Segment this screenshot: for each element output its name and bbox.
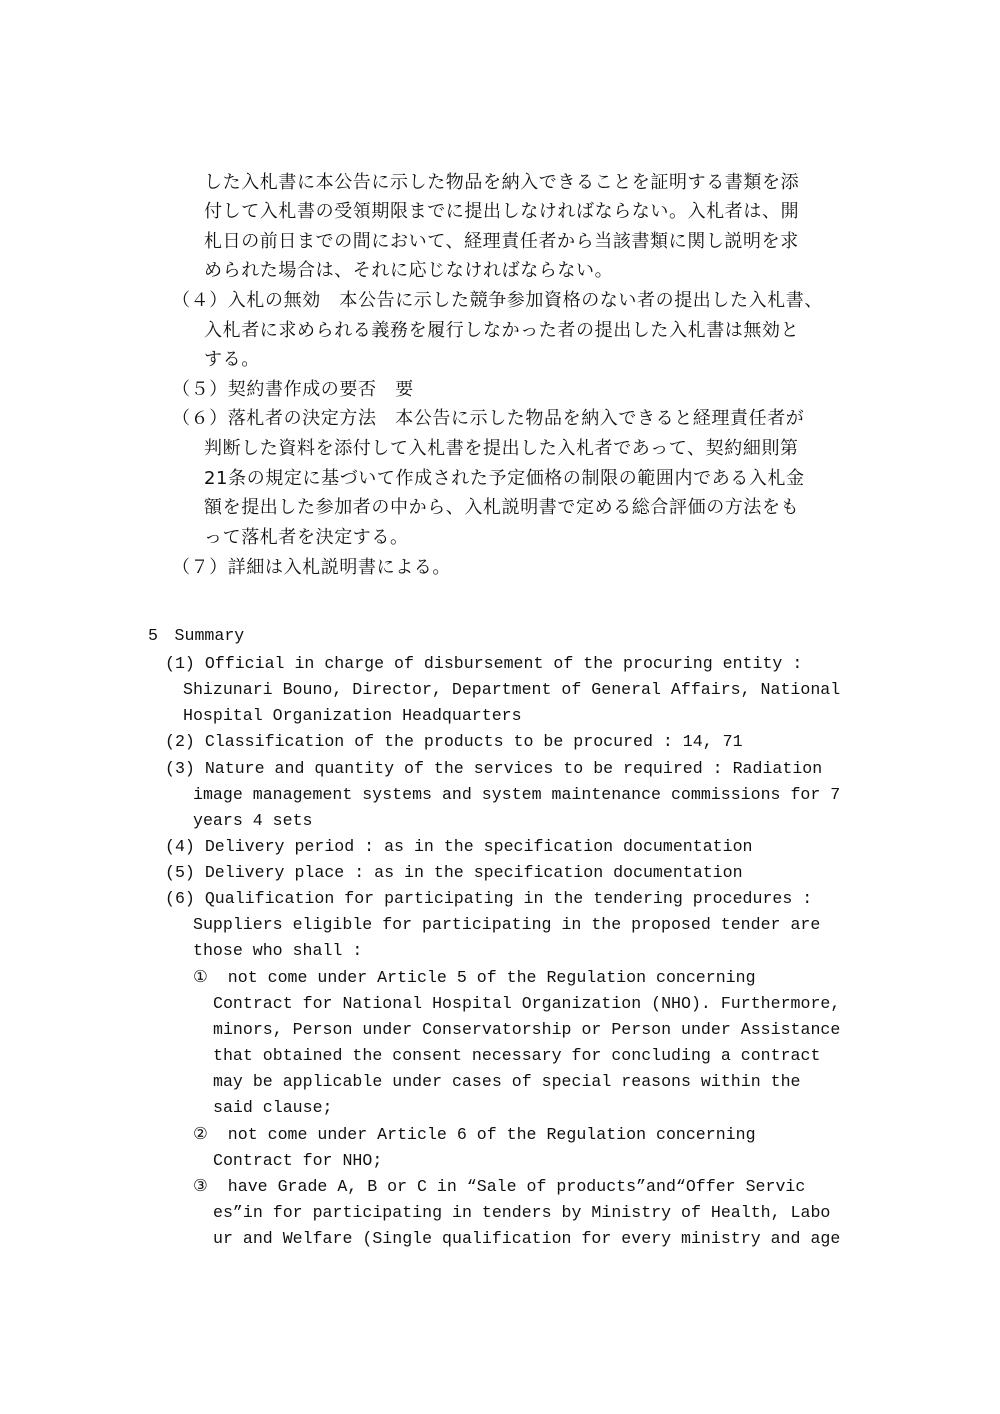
text-line: Shizunari Bouno, Director, Department of General Affairs, National [183, 680, 841, 699]
text-line: Suppliers eligible for participating in the proposed tender are [193, 915, 821, 934]
text-line: es”in for participating in tenders by Ministry of Health, Labo [213, 1203, 831, 1222]
text-line: minors, Person under Conservatorship or Person under Assistance [213, 1020, 841, 1039]
text-line: image management systems and system maintenance commissions for 7 [193, 785, 841, 804]
text-line: years 4 sets [193, 811, 313, 830]
text-line: 入札者に求められる義務を履行しなかった者の提出した入札書は無効と [204, 320, 800, 341]
text-line: 判断した資料を添付して入札書を提出した入札者であって、契約細則第 [204, 438, 799, 459]
summary-item-4: (4) Delivery period : as in the specification documentation [165, 837, 753, 856]
text-line: 付して入札書の受領期限までに提出しなければならない。入札者は、開 [204, 201, 800, 222]
summary-heading: 5 Summary [148, 626, 245, 645]
sub-item-1: ① not come under Article 5 of the Regulation concerning [193, 968, 756, 987]
text-line: Hospital Organization Headquarters [183, 706, 522, 725]
summary-item-3: (3) Nature and quantity of the services to be required : Radiation [165, 759, 823, 778]
text-line: 額を提出した参加者の中から、入札説明書で定める総合評価の方法をも [204, 497, 800, 518]
text-line: 21条の規定に基づいて作成された予定価格の制限の範囲内である入札金 [204, 468, 805, 489]
text-line: said clause; [213, 1098, 333, 1117]
text-line: められた場合は、それに応じなければならない。 [204, 260, 614, 281]
summary-item-5: (5) Delivery place : as in the specification documentation [165, 863, 743, 882]
text-line: って落札者を決定する。 [204, 527, 409, 548]
text-line: した入札書に本公告に示した物品を納入できることを証明する書類を添 [204, 172, 800, 193]
sub-item-2: ② not come under Article 6 of the Regulation concerning [193, 1125, 756, 1144]
item-5-title: （５）契約書作成の要否 要 [172, 379, 414, 400]
text-line: 札日の前日までの間において、経理責任者から当該書類に関し説明を求 [204, 231, 799, 252]
text-line: ur and Welfare (Single qualification for every ministry and age [213, 1229, 841, 1248]
text-line: Contract for NHO; [213, 1151, 383, 1170]
text-line: Contract for National Hospital Organization (NHO). Furthermore, [213, 994, 841, 1013]
text-line: する。 [204, 349, 260, 370]
summary-item-2: (2) Classification of the products to be procured : 14, 71 [165, 732, 743, 751]
item-6-title: （６）落札者の決定方法 本公告に示した物品を納入できると経理責任者が [172, 408, 805, 429]
item-7-title: （７）詳細は入札説明書による。 [172, 557, 451, 578]
item-4-title: （４）入札の無効 本公告に示した競争参加資格のない者の提出した入札書、 [172, 290, 823, 311]
text-line: may be applicable under cases of special reasons within the [213, 1072, 801, 1091]
text-line: those who shall : [193, 941, 363, 960]
summary-item-1: (1) Official in charge of disbursement of the procuring entity : [165, 654, 803, 673]
summary-item-6: (6) Qualification for participating in the tendering procedures : [165, 889, 813, 908]
sub-item-3: ③ have Grade A, B or C in “Sale of products”and“Offer Servic [193, 1177, 806, 1196]
text-line: that obtained the consent necessary for concluding a contract [213, 1046, 821, 1065]
